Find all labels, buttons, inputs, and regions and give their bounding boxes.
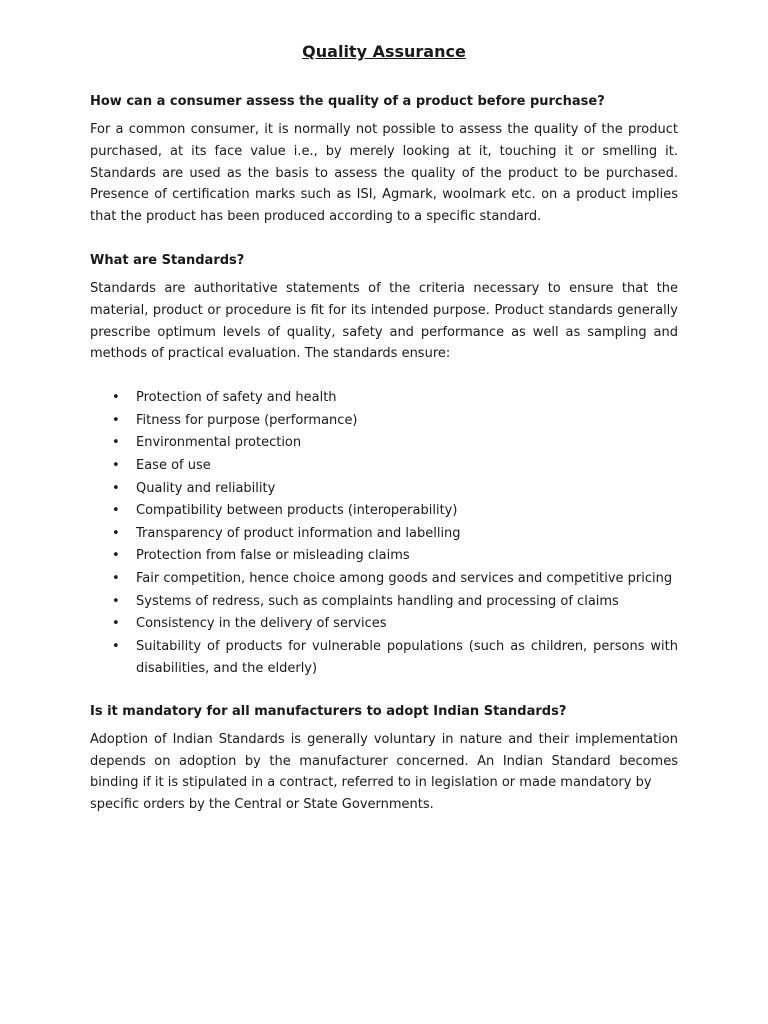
list-item: [112, 478, 678, 501]
section-question: How can a consumer assess the quality of a product before purchase?: [90, 94, 605, 109]
list-item: [112, 591, 678, 614]
bullet-icon: •: [112, 593, 120, 609]
list-item: [112, 432, 678, 455]
bullet-icon: •: [112, 412, 120, 428]
list-item-text: Protection from false or misleading claims: [136, 548, 410, 564]
section-paragraph: Standards are authoritative statements of the criteria necessary to ensure that the material, product or procedure is fit for its intended purpose. Product standards generally prescribe optimum levels of quality, safety and performance as well as sampling and methods of practical evaluation. The standards ensure:: [90, 280, 678, 362]
list-item-text: Environmental protection: [136, 435, 302, 451]
section-mandatory-adoption: [90, 701, 678, 816]
list-item: [112, 455, 678, 478]
list-item: [112, 613, 678, 636]
list-item: [112, 523, 678, 546]
section-question: Is it mandatory for all manufacturers to adopt Indian Standards?: [90, 703, 567, 719]
bullet-icon: •: [112, 616, 120, 632]
page-title: Quality Assurance: [302, 42, 466, 61]
list-item-text: Suitability of products for vulnerable populations (such as children, persons with disabilities, and the elderly): [136, 638, 678, 677]
section-consumer-assessment: [90, 91, 678, 228]
section-paragraph: Adoption of Indian Standards is generally voluntary in nature and their implementation depends on adoption by the manufacturer concerned. An Indian Standard becomes binding if it is stipulated in a contract, referred to in legislation or made mandatory by: [90, 731, 678, 791]
list-item-text: Ease of use: [136, 457, 211, 473]
list-item: [112, 636, 678, 681]
list-item-text: Systems of redress, such as complaints handling and processing of claims: [136, 593, 619, 609]
list-item-text: Protection of safety and health: [136, 390, 337, 406]
section-paragraph-last-line: specific orders by the Central or State Governments.: [90, 797, 434, 813]
list-item-text: Fitness for purpose (performance): [136, 412, 358, 428]
section-paragraph: For a common consumer, it is normally not possible to assess the quality of the product purchased, at its face value i.e., by merely looking at it, touching it or smelling it. Standards are used as the basis to assess the quality of the product to be purchased. Presence of certification marks such as ISI, Agmark, woolmark etc. on a product implies that the product has been produced according to a specific standard.: [90, 122, 678, 225]
list-item-text: Fair competition, hence choice among goods and services and competitive pricing: [136, 570, 673, 586]
list-item: [112, 568, 678, 591]
bullet-icon: •: [112, 480, 120, 496]
list-item-text: Compatibility between products (interoperability): [136, 503, 458, 519]
section-question: What are Standards?: [90, 252, 245, 268]
bullet-icon: •: [112, 638, 120, 654]
list-item: [112, 500, 678, 523]
list-item-text: Consistency in the delivery of services: [136, 616, 387, 632]
bullet-icon: •: [112, 435, 120, 451]
list-item: [112, 545, 678, 568]
bullet-icon: •: [112, 548, 120, 564]
bullet-icon: •: [112, 503, 120, 519]
list-item: [112, 387, 678, 410]
bullet-icon: •: [112, 525, 120, 541]
list-item-text: Quality and reliability: [136, 480, 276, 496]
standards-bullet-list: [90, 387, 678, 681]
bullet-icon: •: [112, 457, 120, 473]
bullet-icon: •: [112, 390, 120, 406]
section-what-are-standards: [90, 250, 678, 681]
list-item: [112, 410, 678, 433]
list-item-text: Transparency of product information and labelling: [136, 525, 461, 541]
bullet-icon: •: [112, 570, 120, 586]
